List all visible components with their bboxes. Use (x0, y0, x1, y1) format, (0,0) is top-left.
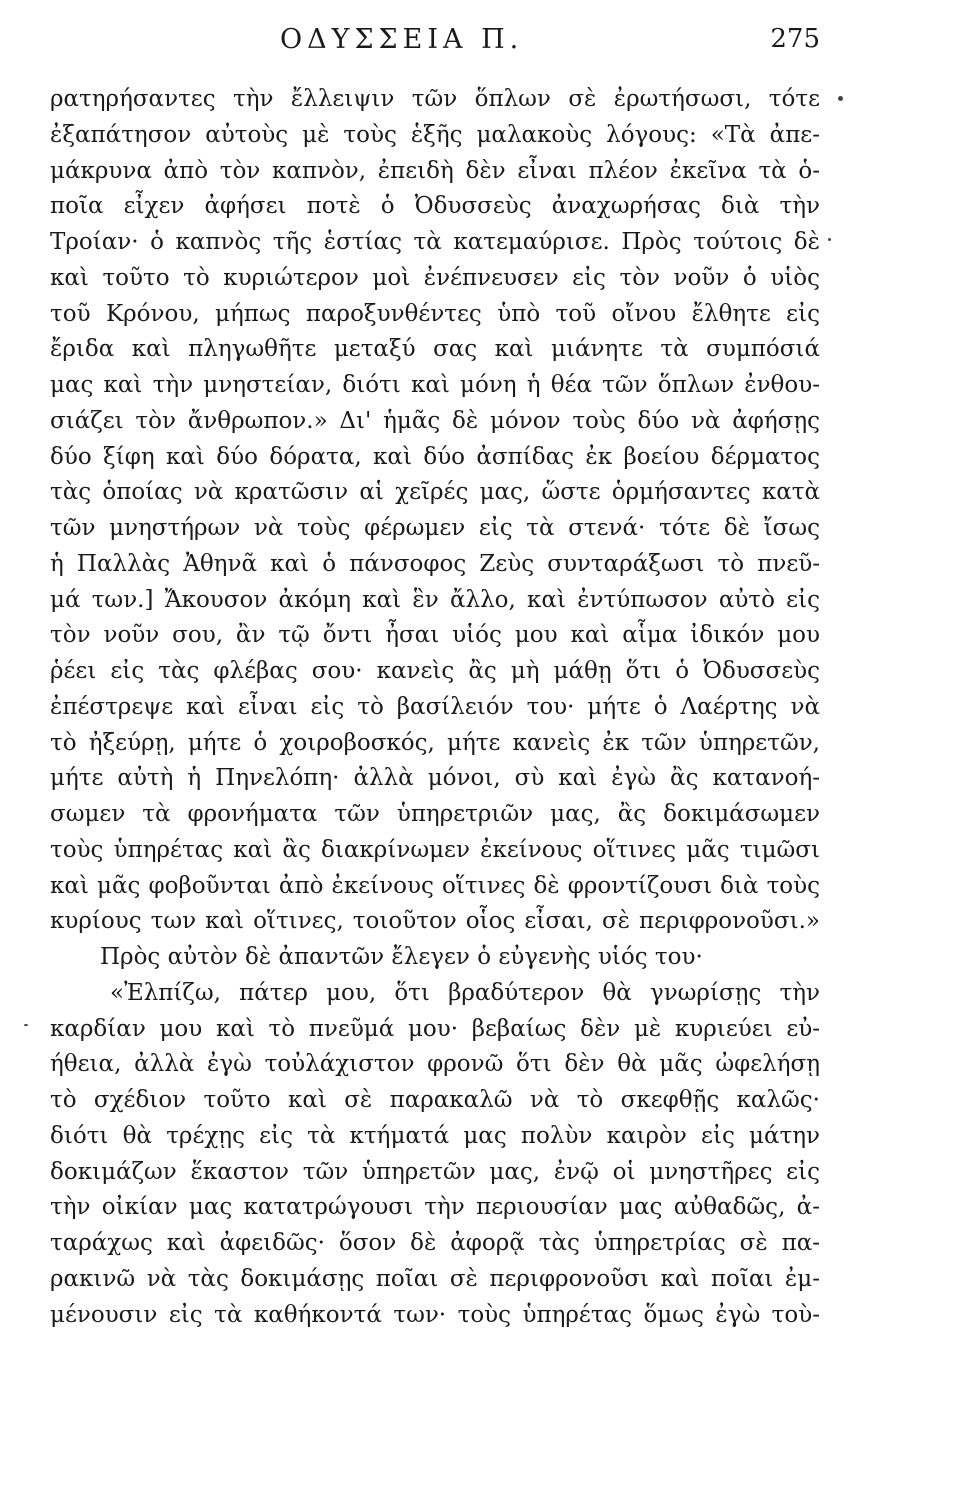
text-line: σιάζει τὸν ἄνθρωπον.» Δι' ἡμᾶς δὲ μόνον τοὺς δύο νὰ ἀφήσῃς (50, 407, 820, 434)
print-speck (24, 1024, 28, 1026)
text-line: δοκιμάζων ἕκαστον τῶν ὑπηρετῶν μας, ἐνῷ οἱ μνηστῆρες εἰς (50, 1158, 820, 1185)
text-line: καρδίαν μου καὶ τὸ πνεῦμά μου· βεβαίως δὲν μὲ κυριεύει εὐ- (50, 1015, 820, 1042)
text-line: ἡ Παλλὰς Ἀθηνᾶ καὶ ὁ πάνσοφος Ζεὺς συνταράξωσι τὸ πνεῦ- (50, 550, 820, 577)
text-line: ποῖα εἶχεν ἀφήσει ποτὲ ὁ Ὀδυσσεὺς ἀναχωρήσας διὰ τὴν (50, 193, 820, 220)
text-line: τὰς ὁποίας νὰ κρατῶσιν αἱ χεῖρές μας, ὥστε ὁρμήσαντες κατὰ (50, 479, 820, 506)
text-line: μήτε αὐτὴ ἡ Πηνελόπη· ἀλλὰ μόνοι, σὺ καὶ ἐγὼ ἂς κατανοή- (50, 765, 820, 792)
text-line: Τροίαν· ὁ καπνὸς τῆς ἑστίας τὰ κατεμαύρισε. Πρὸς τούτοις δὲ (50, 229, 820, 255)
print-speck (838, 96, 843, 101)
page-number: 275 (770, 24, 820, 54)
text-line: ήθεια, ἀλλὰ ἐγὼ τοὐλάχιστον φρονῶ ὅτι δὲν θὰ μᾶς ὠφελήσῃ (50, 1051, 820, 1078)
text-line: κυρίους των καὶ οἵτινες, τοιοῦτον οἷος εἶσαι, σὲ περιφρονοῦσι.» (50, 908, 820, 935)
text-line: ἐξαπάτησον αὐτοὺς μὲ τοὺς ἑξῆς μαλακοὺς λόγους: «Τὰ ἀπε- (50, 121, 820, 148)
text-line: ταράχως καὶ ἀφειδῶς· ὅσον δὲ ἀφορᾷ τὰς ὑπηρετρίας σὲ πα- (50, 1230, 820, 1256)
text-line: τὸ ἠξεύρῃ, μήτε ὁ χοιροβοσκός, μήτε κανεὶς ἐκ τῶν ὑπηρετῶν, (50, 729, 820, 756)
text-line: μένουσιν εἰς τὰ καθήκοντά των· τοὺς ὑπηρέτας ὅμως ἐγὼ τοὺ- (50, 1301, 820, 1328)
text-line: τὸ σχέδιον τοῦτο καὶ σὲ παρακαλῶ νὰ τὸ σκεφθῇς καλῶς· (50, 1087, 820, 1113)
text-line: ῥέει εἰς τὰς φλέβας σου· κανεὶς ἂς μὴ μάθῃ ὅτι ὁ Ὀδυσσεὺς (50, 658, 820, 684)
running-title: ΟΔΥΣΣΕΙΑ Π. (280, 24, 524, 55)
text-line: μά των.] Ἄκουσον ἀκόμη καὶ ἓν ἄλλο, καὶ ἐντύπωσον αὐτὸ εἰς (50, 586, 820, 613)
text-line: Πρὸς αὐτὸν δὲ ἀπαντῶν ἔλεγεν ὁ εὐγενὴς υἱός του· (100, 944, 703, 970)
text-line (50, 1333, 820, 1369)
text-line: διότι θὰ τρέχῃς εἰς τὰ κτήματά μας πολὺν καιρὸν εἰς μάτην (50, 1122, 820, 1149)
text-line: τοὺς ὑπηρέτας καὶ ἂς διακρίνωμεν ἐκείνους οἵτινες μᾶς τιμῶσι (50, 836, 820, 863)
text-line: τοῦ Κρόνου, μήπως παροξυνθέντες ὑπὸ τοῦ οἴνου ἔλθητε εἰς (50, 300, 820, 327)
text-line: δύο ξίφη καὶ δύο δόρατα, καὶ δύο ἀσπίδας ἐκ βοείου δέρματος (50, 443, 820, 470)
print-speck (828, 238, 831, 241)
text-line: ρακινῶ νὰ τὰς δοκιμάσῃς ποῖαι σὲ περιφρονοῦσι καὶ ποῖαι ἐμ- (50, 1265, 820, 1292)
text-line: ἔριδα καὶ πληγωθῆτε μεταξύ σας καὶ μιάνητε τὰ συμπόσιά (50, 336, 820, 363)
text-line: τὸν νοῦν σου, ἂν τῷ ὄντι ἦσαι υἱός μου καὶ αἷμα ἰδικόν μου (50, 622, 820, 649)
text-line: καὶ μᾶς φοβοῦνται ἀπὸ ἐκείνους οἵτινες δὲ φροντίζουσι διὰ τοὺς (50, 872, 820, 899)
text-line: σωμεν τὰ φρονήματα τῶν ὑπηρετριῶν μας, ἂς δοκιμάσωμεν (50, 801, 820, 827)
text-line: μάκρυνα ἀπὸ τὸν καπνὸν, ἐπειδὴ δὲν εἶναι πλέον ἐκεῖνα τὰ ὁ- (50, 157, 820, 184)
text-line: ἐπέστρεψε καὶ εἶναι εἰς τὸ βασίλειόν του· μήτε ὁ Λαέρτης νὰ (50, 693, 820, 720)
text-line: τὴν οἰκίαν μας κατατρώγουσι τὴν περιουσίαν μας αὐθαδῶς, ἀ- (50, 1194, 820, 1221)
text-line: «Ἐλπίζω, πάτερ μου, ὅτι βραδύτερον θὰ γνωρίσῃς τὴν (110, 979, 820, 1006)
text-line: τῶν μνηστήρων νὰ τοὺς φέρωμεν εἰς τὰ στενά· τότε δὲ ἴσως (50, 515, 820, 541)
text-line: μας καὶ τὴν μνηστείαν, διότι καὶ μόνη ἡ θέα τῶν ὅπλων ἐνθου- (50, 372, 820, 398)
page-header (50, 22, 820, 62)
text-line: καὶ τοῦτο τὸ κυριώτερον μοὶ ἐνέπνευσεν εἰς τὸν νοῦν ὁ υἱὸς (50, 264, 820, 291)
body-text (50, 82, 820, 1369)
text-line: ρατηρήσαντες τὴν ἔλλειψιν τῶν ὅπλων σὲ ἐρωτήσωσι, τότε (50, 86, 820, 112)
